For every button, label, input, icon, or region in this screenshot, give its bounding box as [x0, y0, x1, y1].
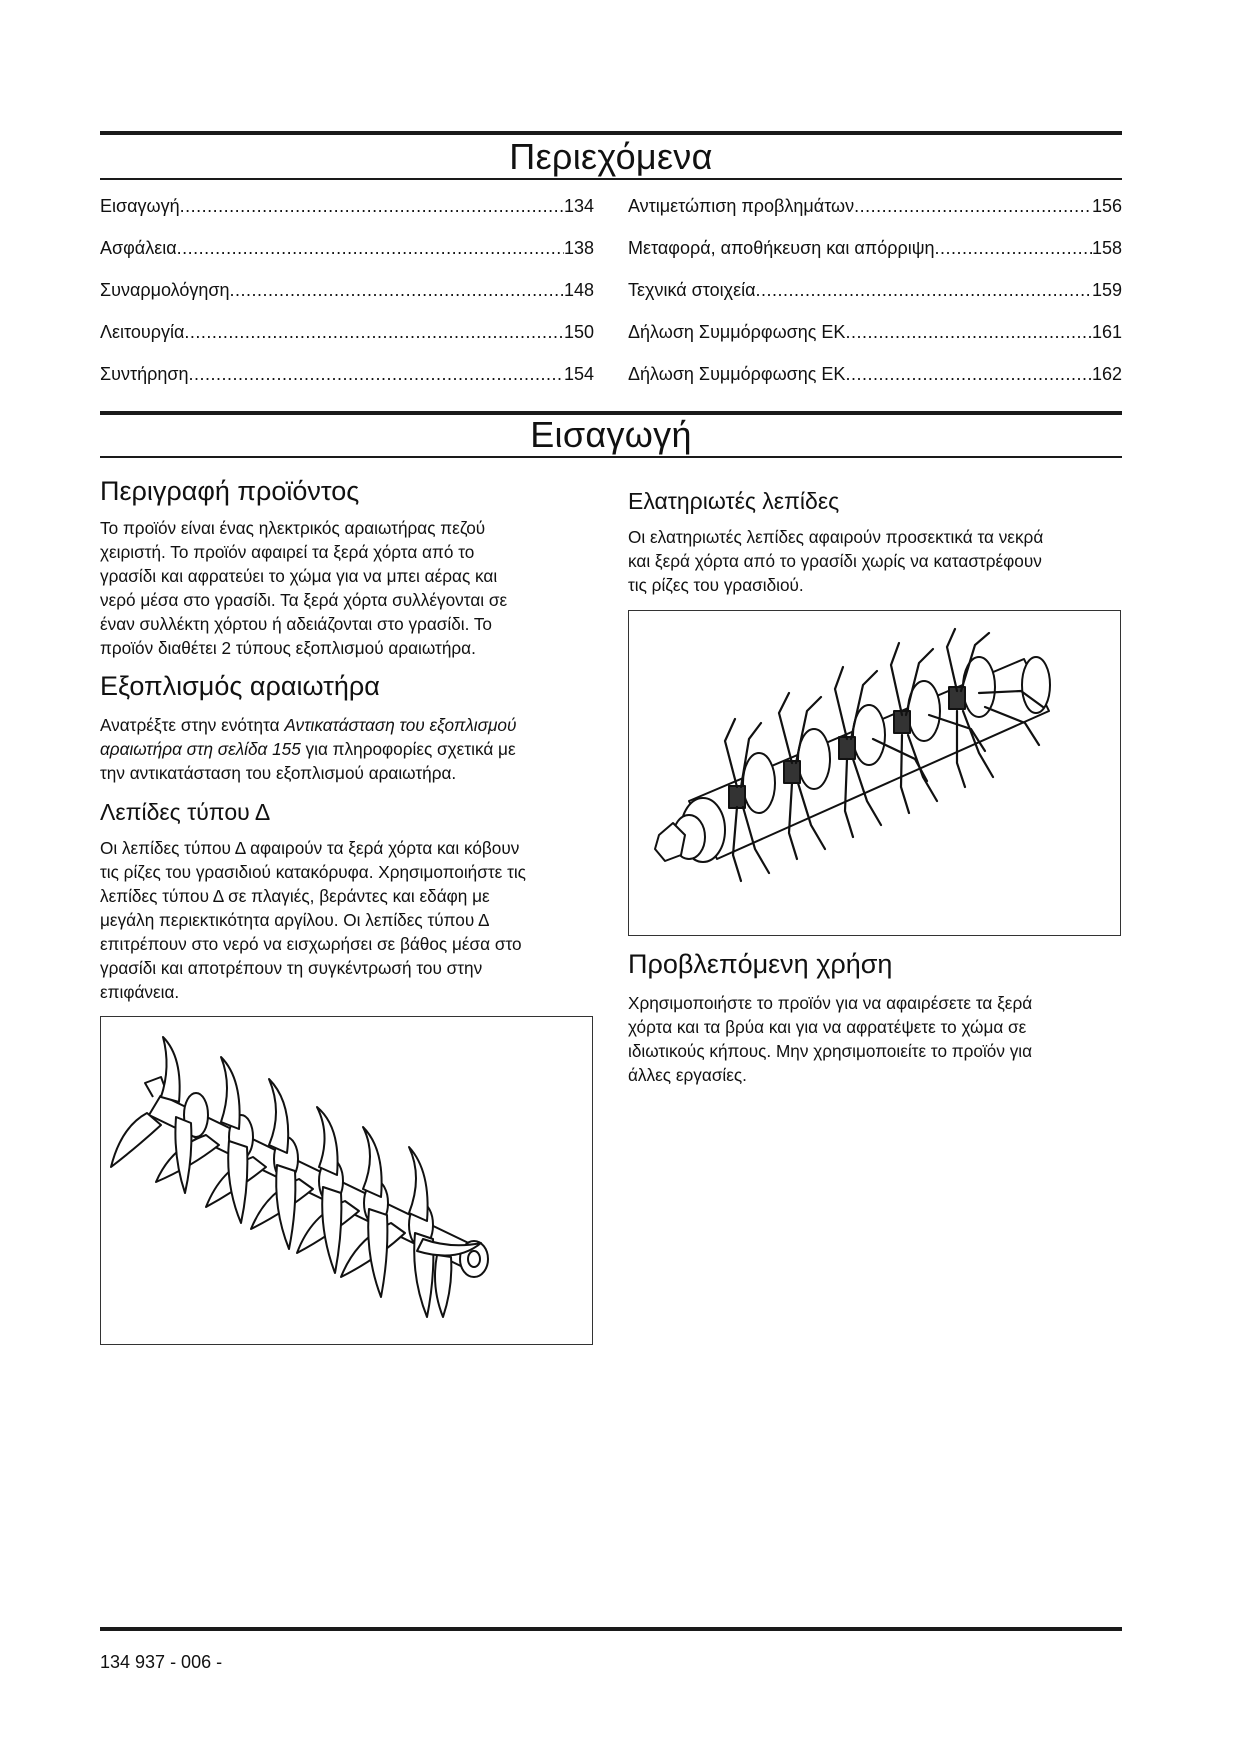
delta-blades-heading: Λεπίδες τύπου Δ: [100, 799, 271, 825]
toc-entry[interactable]: Μεταφορά, αποθήκευση και απόρριψη ..... 158: [628, 238, 1122, 280]
intro-title: Εισαγωγή: [530, 414, 692, 455]
equipment-text: Ανατρέξτε στην ενότητα Αντικατάσταση του εξοπλισμού αραιωτήρα στη σελίδα 155 για πληροφορίες σχετικά με την αντικατάσταση του εξοπλισμού αραιωτήρα.: [100, 715, 517, 783]
toc-entry[interactable]: Δήλωση Συμμόρφωσης ΕΚ ..... 161: [628, 322, 1122, 364]
toc-entry[interactable]: Συντήρηση ..... 154: [100, 364, 594, 406]
delta-blades-figure: [100, 1016, 593, 1345]
spring-tine-drum-illustration: [629, 611, 1120, 935]
spring-tines-figure: [628, 610, 1121, 936]
cross-reference-link[interactable]: Αντικατάσταση του εξοπλισμού: [284, 715, 517, 735]
toc-entry[interactable]: Λειτουργία ..... 150: [100, 322, 594, 364]
toc-left-column: [100, 196, 594, 406]
toc-entry[interactable]: Τεχνικά στοιχεία ..... 159: [628, 280, 1122, 322]
document-number: 134 937 - 006 -: [100, 1652, 223, 1672]
cross-reference-link[interactable]: αραιωτήρα στη σελίδα 155: [100, 739, 301, 759]
toc-top-rule: [100, 131, 1122, 135]
spring-tines-heading: Ελατηριωτές λεπίδες: [628, 488, 840, 514]
toc-entry[interactable]: Δήλωση Συμμόρφωσης ΕΚ ..... 162: [628, 364, 1122, 406]
footer-rule: [100, 1627, 1122, 1631]
toc-entry[interactable]: Συναρμολόγηση ..... 148: [100, 280, 594, 322]
toc-right-column: [628, 196, 1122, 406]
intro-bottom-rule: [100, 456, 1122, 458]
delta-blade-drum-illustration: [101, 1017, 592, 1344]
equipment-heading: Εξοπλισμός αραιωτήρα: [100, 671, 380, 701]
toc-entry[interactable]: Αντιμετώπιση προβλημάτων ..... 156: [628, 196, 1122, 238]
product-description-text: Το προϊόν είναι ένας ηλεκτρικός αραιωτήρας πεζού χειριστή. Το προϊόν αφαιρεί τα ξερά χόρτα από το γρασίδι και αφρατεύει το χώμα για να μπει αέρας και νερό μέσα στο γρασίδι. Τα ξερά χόρτα συλλέγονται σε έναν συλλέκτη χόρτου ή αδειάζονται στο γρασίδι. Το προϊόν διαθέτει 2 τύπους εξοπλισμού αραιωτήρα.: [100, 518, 508, 658]
intended-use-text: Χρησιμοποιήστε το προϊόν για να αφαιρέσετε τα ξερά χόρτα και τα βρύα και για να αφρατέψετε το χώμα σε ιδιωτικούς κήπους. Μην χρησιμοποιείτε το προϊόν για άλλες εργασίες.: [628, 993, 1033, 1085]
intended-use-heading: Προβλεπόμενη χρήση: [628, 949, 893, 979]
delta-blades-text: Οι λεπίδες τύπου Δ αφαιρούν τα ξερά χόρτα και κόβουν τις ρίζες του γρασιδιού κατακόρυφα. Χρησιμοποιήστε τις λεπίδες τύπου Δ σε πλαγιές, βεράντες και εδάφη με μεγάλη περιεκτικότητα αργίλου. Οι λεπίδες τύπου Δ επιτρέπουν στο νερό να εισχωρήσει σε βάθος μέσα στο γρασίδι και αποτρέπουν τη συγκέντρωσή του στην επιφάνεια.: [100, 838, 526, 1002]
toc-entry[interactable]: Ασφάλεια ..... 138: [100, 238, 594, 280]
toc-title: Περιεχόμενα: [509, 136, 713, 177]
toc-bottom-rule: [100, 178, 1122, 180]
spring-tines-text: Οι ελατηριωτές λεπίδες αφαιρούν προσεκτικά τα νεκρά και ξερά χόρτα από το γρασίδι χωρίς να καταστρέφουν τις ρίζες του γρασιδιού.: [628, 527, 1044, 595]
toc-entry[interactable]: Εισαγωγή ..... 134: [100, 196, 594, 238]
product-description-heading: Περιγραφή προϊόντος: [100, 476, 360, 506]
